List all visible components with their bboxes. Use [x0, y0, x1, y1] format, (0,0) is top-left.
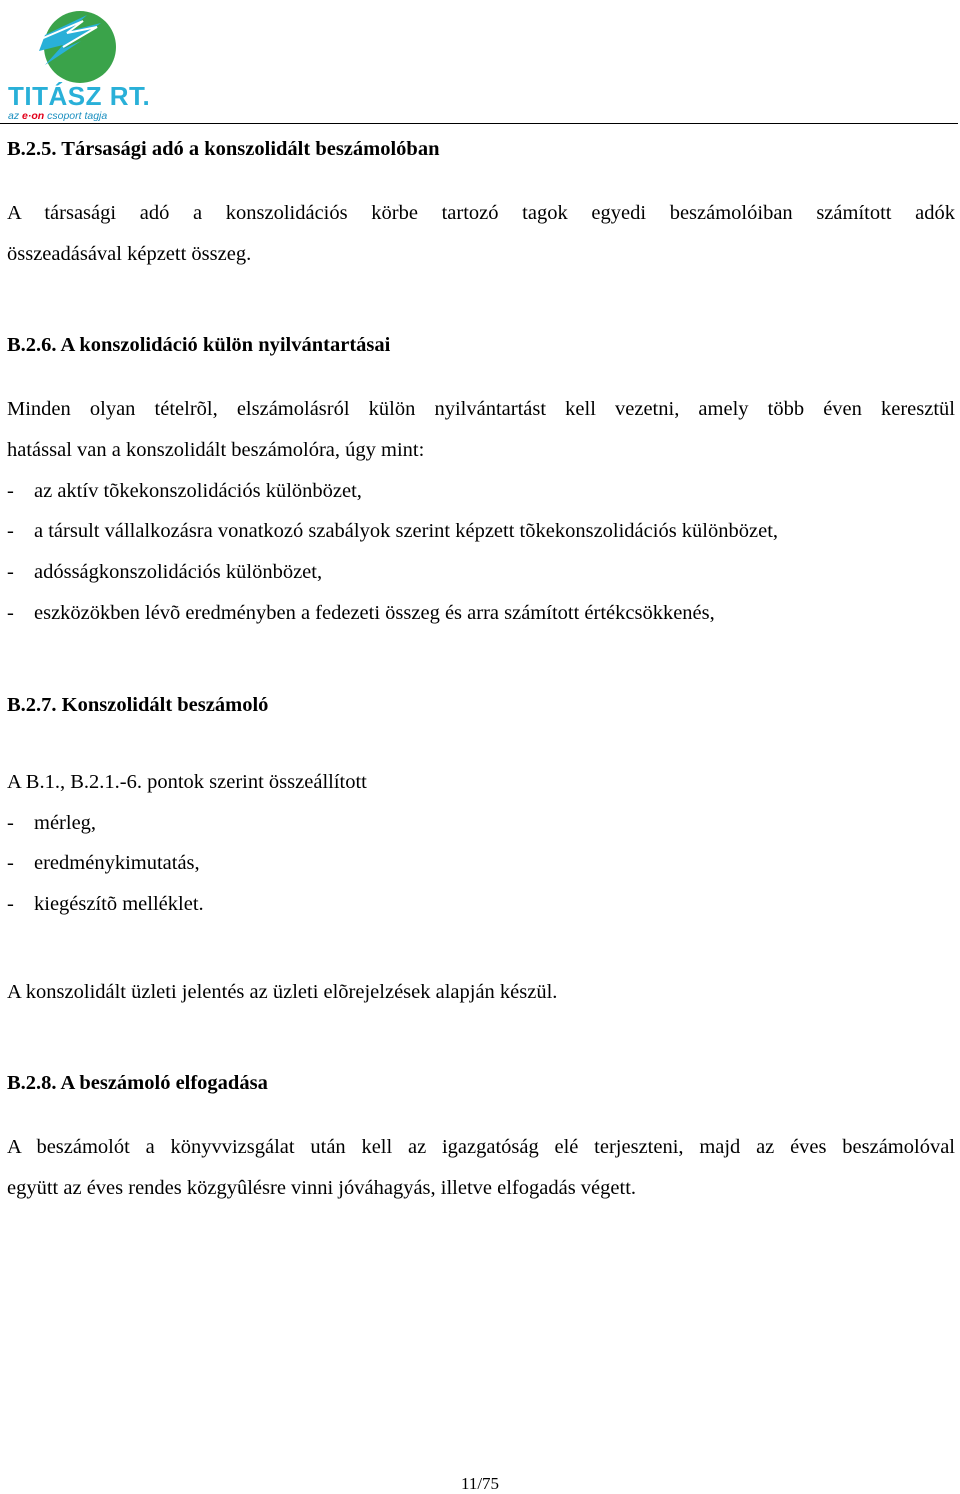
list-item: kiegészítõ melléklet.: [34, 893, 204, 915]
paragraph-line: összeadásával képzett összeg.: [7, 243, 252, 265]
logo-subtitle: az e·on csoport tagja: [8, 110, 108, 122]
header-divider: [0, 123, 958, 124]
list-item: adósságkonszolidációs különbözet,: [34, 561, 323, 583]
bullet-dash: -: [7, 520, 14, 542]
bullet-dash: -: [7, 480, 14, 502]
list-item: az aktív tõkekonszolidációs különbözet,: [34, 480, 362, 502]
paragraph-line: Minden olyan tételrõl, elszámolásról külön nyilvántartást kell vezetni, amely több éven keresztül: [7, 398, 955, 420]
bullet-dash: -: [7, 602, 14, 624]
bullet-dash: -: [7, 893, 14, 915]
paragraph-line: A társasági adó a konszolidációs körbe tartozó tagok egyedi beszámolóiban számított adók: [7, 202, 955, 224]
bullet-dash: -: [7, 852, 14, 874]
section-heading-b27: B.2.7. Konszolidált beszámoló: [7, 694, 269, 716]
paragraph-line: A B.1., B.2.1.-6. pontok szerint összeállított: [7, 771, 367, 793]
lightning-globe-icon: [5, 5, 157, 85]
list-item: a társult vállalkozásra vonatkozó szabályok szerint képzett tõkekonszolidációs különbözet,: [34, 520, 779, 542]
paragraph-line: együtt az éves rendes közgyûlésre vinni jóváhagyás, illetve elfogadás végett.: [7, 1177, 637, 1199]
bullet-dash: -: [7, 812, 14, 834]
section-heading-b25: B.2.5. Társasági adó a konszolidált beszámolóban: [7, 138, 440, 160]
list-item: mérleg,: [34, 812, 97, 834]
page-number: 11/75: [460, 1474, 500, 1493]
logo-title: TITÁSZ RT.: [8, 81, 151, 111]
paragraph-line: A konszolidált üzleti jelentés az üzleti elõrejelzések alapján készül.: [7, 981, 558, 1003]
bullet-dash: -: [7, 561, 14, 583]
company-logo: [5, 5, 157, 123]
section-heading-b28: B.2.8. A beszámoló elfogadása: [7, 1072, 268, 1094]
paragraph-line: hatással van a konszolidált beszámolóra, úgy mint:: [7, 439, 425, 461]
paragraph-line: A beszámolót a könyvvizsgálat után kell az igazgatóság elé terjeszteni, majd az éves beszámolóval: [7, 1136, 955, 1158]
list-item: eszközökben lévõ eredményben a fedezeti összeg és arra számított értékcsökkenés,: [34, 602, 715, 624]
section-heading-b26: B.2.6. A konszolidáció külön nyilvántartásai: [7, 334, 391, 356]
list-item: eredménykimutatás,: [34, 852, 200, 874]
